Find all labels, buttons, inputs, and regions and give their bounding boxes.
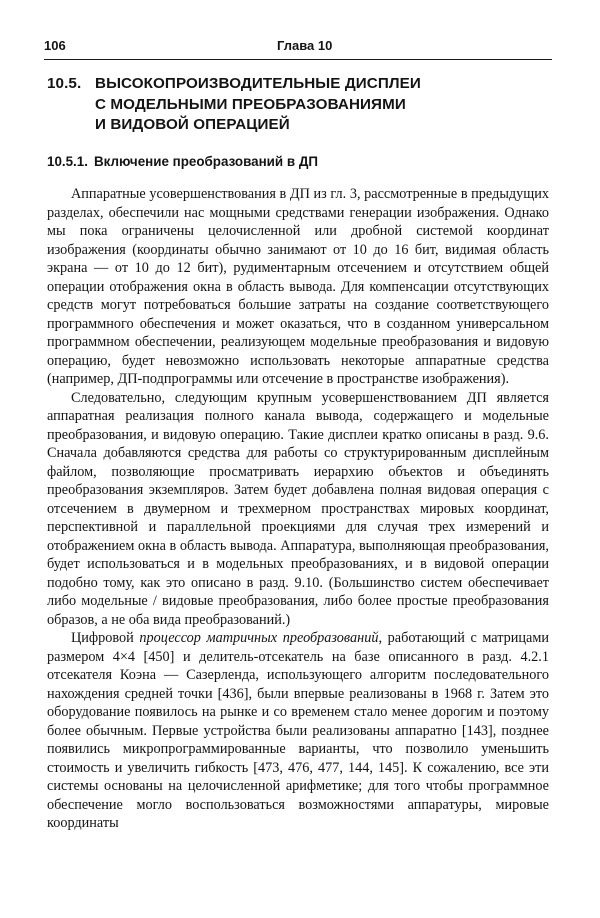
section-title-line-1 [47, 74, 517, 95]
section-title [47, 74, 517, 136]
paragraph-3-rest: , работающий с матрицами размером 4×4 [450] и делитель-отсекатель на базе описанного в разд. 4.2.1 отсекателя Коэна — Сазерленда, использующего алгоритм последовательного нахождения средней точки [436], были впервые реализованы в 1968 г. Затем это оборудование появилось на рынке и со временем стало менее дорогим и поэтому более обычным. Первые устройства были реализованы аппаратно [143], позднее появились микропрограммированные варианты, что позволило уменьшить стоимость и увеличить гибкость [473, 476, 477, 144, 145]. К сожалению, все эти системы основаны на целочисленной арифметике; для того чтобы программное обеспечение могло воспользоваться возможностями аппаратуры, мировые координаты [47, 630, 549, 831]
section-title-text-1: ВЫСОКОПРОИЗВОДИТЕЛЬНЫЕ ДИСПЛЕИ [95, 75, 421, 92]
subsection-title-text: Включение преобразований в ДП [93, 154, 318, 169]
subsection-number: 10.5.1. [47, 154, 88, 169]
paragraph-3-start: Цифровой [71, 630, 140, 646]
header-rule [44, 59, 552, 60]
running-head [44, 38, 552, 58]
body-text [47, 185, 549, 833]
section-title-line-2: С МОДЕЛЬНЫМИ ПРЕОБРАЗОВАНИЯМИ [95, 95, 406, 113]
paragraph-1: Аппаратные усовершенствования в ДП из гл. 3, рассмотренные в предыдущих разделах, обеспечили нас мощными средствами генерации изображения. Однако мы пока ограничены целочисленной или дробной системой координат изображения (координаты обычно занимают от 10 до 16 бит, видимая область экрана — от 10 до 12 бит), рудиментарным отсечением и отсутствием общей операции отображения окна в область вывода. Для компенсации отсутствующих средств могут потребоваться большие затраты на создание соответствующего программного обеспечения и может оказаться, что в созданном универсальном программном обеспечении, реализующем модельные преобразования и видовую операцию, будет невозможно использовать некоторые аппаратные средства (например, ДП-подпрограммы или отсечение в пространстве изображения). [47, 186, 549, 387]
paragraph-3 [47, 629, 549, 833]
chapter-label: Глава 10 [277, 38, 333, 53]
paragraph-2: Следовательно, следующим крупным усовершенствованием ДП является аппаратная реализация полного канала вывода, содержащего и модельные преобразования, и видовую операцию. Такие дисплеи кратко описаны в разд. 9.6. Сначала добавляются средства для работы со структурированным дисплейным файлом, позволяющие просматривать иерархию объектов и объединять преобразования экземпляров. Затем будет добавлена полная видовая операция с отсечением в двумерном и трехмерном пространствах мировых координат, перспективной и параллельной проекциями для случая трех измерений и отображением окна в область вывода. Аппаратура, выполняющая преобразования, будет использоваться и в модельных преобразованиях, и в видовой операции подобно тому, как это описано в разд. 9.10. (Большинство систем обеспечивает либо модельные / видовые преобразования, либо более простые преобразования образов, а не оба вида преобразований.) [47, 389, 549, 628]
paragraph-3-emphasis: процессор матричных преобразований [139, 630, 379, 646]
subsection-title [47, 154, 318, 169]
section-title-line-3: И ВИДОВОЙ ОПЕРАЦИЕЙ [95, 116, 290, 133]
section-number: 10.5. [47, 75, 82, 92]
page-number: 106 [44, 38, 66, 53]
